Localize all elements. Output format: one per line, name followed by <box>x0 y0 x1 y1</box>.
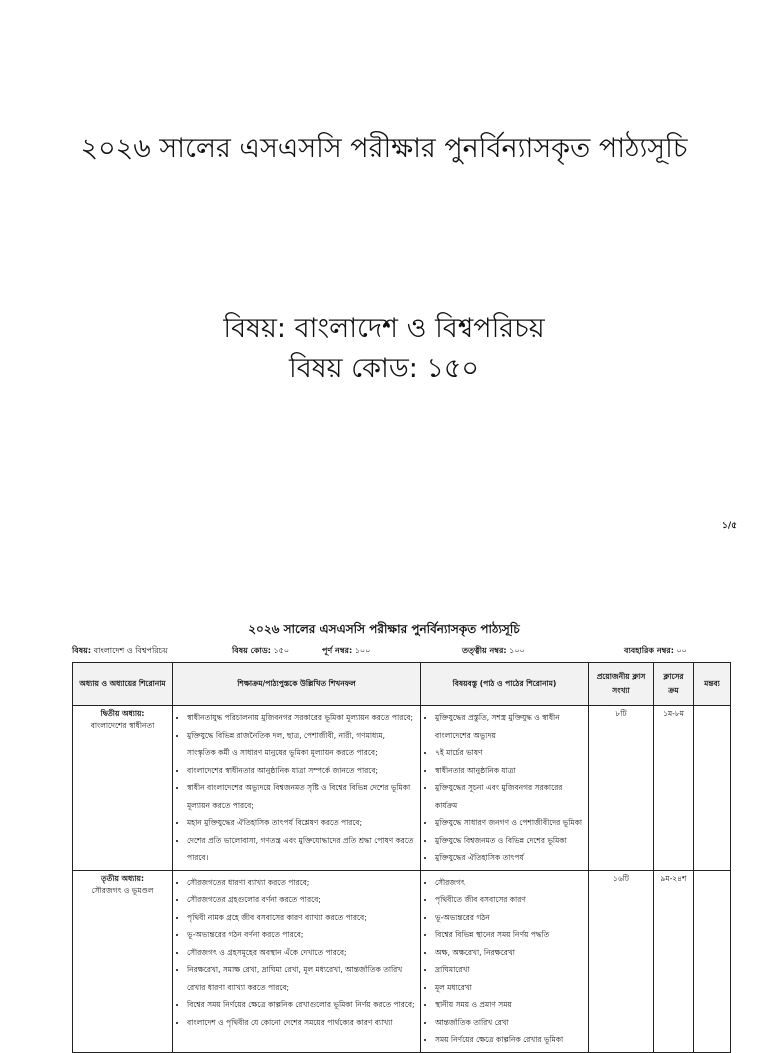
order-cell: ১ম-৮ম <box>654 706 694 871</box>
outcomes-item: • সৌরজগতের ধারণা ব্যাখ্যা করতে পারবে; <box>187 874 416 892</box>
header-contents: বিষয়বস্তু (পাঠ ও পাঠের শিরোনাম) <box>421 663 589 706</box>
table-header-row <box>73 663 731 706</box>
meta-subject: বিষয়: বাংলাদেশ ও বিশ্বপরিচয় <box>72 646 168 655</box>
contents-item: • সৌরজগৎ <box>435 874 584 892</box>
outcomes-item: • নিরক্ষরেখা, সমাক্ষ রেখা, দ্রাঘিমা রেখা, মূল মধ্যরেখা, আন্তর্জাতিক তারিখ রেখার ধারণা ব্যাখ্যা করতে পারবে; <box>187 961 416 996</box>
contents-item: • অক্ষ, অক্ষরেখা, নিরক্ষরেখা <box>435 944 584 962</box>
contents-item: • মুক্তিযুদ্ধে সাধারণ জনগণ ও পেশাজীবীদের ভূমিকা <box>435 814 584 832</box>
outcomes-item: • বাংলাদেশ ও পৃথিবীর যে কোনো দেশের সময়ের পার্থক্যের কারণ ব্যাখ্যা <box>187 1014 416 1032</box>
chapter-title: সৌরজগৎ ও ভূমণ্ডল <box>91 885 154 895</box>
outcomes-item: • বিশ্বের সময় নির্ণয়ের ক্ষেত্রে কাল্পনিক রেখাগুলোর ভূমিকা নির্ণয় করতে পারবে; <box>187 996 416 1014</box>
table-row <box>73 870 731 1052</box>
outcomes-item: • মহান মুক্তিযুদ্ধের ঐতিহাসিক তাৎপর্য বিশ্লেষণ করতে পারবে; <box>187 814 416 832</box>
cover-title: ২০২৬ সালের এসএসসি পরীক্ষার পুনর্বিন্যাসকৃত পাঠ্যসূচি <box>80 133 688 164</box>
classes-cell: ৮টি <box>589 706 654 871</box>
outcomes-item: • সৌরজগৎ ও গ্রহসমূহের অবস্থান এঁকে দেখাতে পারবে; <box>187 944 416 962</box>
contents-item: • স্থানীয় সময় ও প্রমাণ সময় <box>435 996 584 1014</box>
meta-practical-marks: ব্যবহারিক নম্বর: ০০ <box>624 646 687 655</box>
outcomes-item: • বাংলাদেশের স্বাধীনতার আনুষ্ঠানিক যাত্রা সম্পর্কে জানতে পারবে; <box>187 762 416 780</box>
contents-item: • মূল মধ্যরেখা <box>435 979 584 997</box>
chapter-title: বাংলাদেশের স্বাধীনতা <box>90 721 155 730</box>
contents-item: • সময় নির্ণয়ের ক্ষেত্রে কাল্পনিক রেখার ভূমিকা <box>435 1031 584 1049</box>
meta-full-marks: পূর্ণ নম্বর: ১০০ <box>322 646 371 655</box>
outcomes-item: • মুক্তিযুদ্ধে বিভিন্ন রাজনৈতিক দল, ছাত্র, পেশাজীবী, নারী, গণমাধ্যম, সাংস্কৃতিক কর্মী ও সাধারণ মানুষের ভূমিকা মূল্যায়ন করতে পারবে; <box>187 727 416 762</box>
contents-item: • মুক্তিযুদ্ধের সূচনা এবং মুজিবনগর সরকারের কার্যক্রম <box>435 779 584 814</box>
header-outcomes: শিক্ষাক্রম/পাঠ্যপুস্তকে উল্লিখিত শিখনফল <box>173 663 421 706</box>
header-remarks: মন্তব্য <box>694 663 731 706</box>
page-number: ১/৫ <box>722 521 737 531</box>
chapter-label: দ্বিতীয় অধ্যায়: <box>100 709 145 718</box>
outcomes-item: • দেশের প্রতি ভালোবাসা, গণতন্ত্র এবং মুক্তিযোদ্ধাদের প্রতি শ্রদ্ধা পোষণ করতে পারবে। <box>187 832 416 867</box>
contents-item: • মুক্তিযুদ্ধে বিশ্বজনমত ও বিভিন্ন দেশের ভূমিকা <box>435 832 584 850</box>
contents-item: • ৭ই মার্চের ভাষণ <box>435 744 584 762</box>
classes-cell: ১৬টি <box>589 870 654 1052</box>
contents-item: • মুক্তিযুদ্ধের প্রস্তুতি, সশস্ত্র মুক্তিযুদ্ধ ও স্বাধীন বাংলাদেশের অভ্যুদয় <box>435 709 584 744</box>
chapter-cell <box>73 870 173 1052</box>
meta-theory-marks: তত্ত্বীয় নম্বর: ১০০ <box>462 646 525 655</box>
contents-item: • বিশ্বের বিভিন্ন স্থানের সময় নির্ণয় পদ্ধতি <box>435 926 584 944</box>
outcomes-cell <box>173 870 421 1052</box>
outcomes-item: • পৃথিবী নামক গ্রহে জীব বসবাসের কারণ ব্যাখ্যা করতে পারবে; <box>187 909 416 927</box>
contents-cell <box>421 706 589 871</box>
syllabus-table <box>72 662 731 1053</box>
remarks-cell <box>694 870 731 1052</box>
cover-subject-code: বিষয় কোড: ১৫০ <box>289 353 479 384</box>
outcomes-item: • ভূ-অভ্যন্তরের গঠন বর্ণনা করতে পারবে; <box>187 926 416 944</box>
contents-item: • মুক্তিযুদ্ধের ঐতিহাসিক তাৎপর্য <box>435 849 584 867</box>
remarks-cell <box>694 706 731 871</box>
meta-code: বিষয় কোড: ১৫০ <box>232 646 290 655</box>
contents-item: • আন্তর্জাতিক তারিখ রেখা <box>435 1014 584 1032</box>
header-order: ক্লাসের ক্রম <box>654 663 694 706</box>
order-cell: ৯ম-২৪শ <box>654 870 694 1052</box>
outcomes-item: • স্বাধীন বাংলাদেশের অভ্যুদয়ে বিশ্বজনমত সৃষ্টি ও বিশ্বের বিভিন্ন দেশের ভূমিকা মূল্যায়ন করতে পারবে; <box>187 779 416 814</box>
cover-subject: বিষয়: বাংলাদেশ ও বিশ্বপরিচয় <box>223 313 545 344</box>
outcomes-item: • স্বাধীনতাযুদ্ধ পরিচালনায় মুজিবনগর সরকারের ভূমিকা মূল্যায়ন করতে পারবে; <box>187 709 416 727</box>
contents-item: • পৃথিবীতে জীব বসবাসের কারণ <box>435 891 584 909</box>
header-chapter: অধ্যায় ও অধ্যায়ের শিরোনাম <box>73 663 173 706</box>
chapter-label: তৃতীয় অধ্যায়: <box>101 873 144 883</box>
contents-item: • দ্রাঘিমারেখা <box>435 961 584 979</box>
chapter-cell <box>73 706 173 871</box>
outcomes-cell <box>173 706 421 871</box>
outcomes-item: • সৌরজগতের গ্রহগুলোর বর্ণনা করতে পারবে; <box>187 891 416 909</box>
table-row <box>73 706 731 871</box>
contents-item: • স্বাধীনতার আনুষ্ঠানিক যাত্রা <box>435 762 584 780</box>
syllabus-title: ২০২৬ সালের এসএসসি পরীক্ষার পুনর্বিন্যাসকৃত পাঠ্যসূচি <box>248 622 520 636</box>
contents-item: • ভূ-অভ্যন্তরের গঠন <box>435 909 584 927</box>
contents-cell <box>421 870 589 1052</box>
header-classes: প্রয়োজনীয় ক্লাস সংখ্যা <box>589 663 654 706</box>
